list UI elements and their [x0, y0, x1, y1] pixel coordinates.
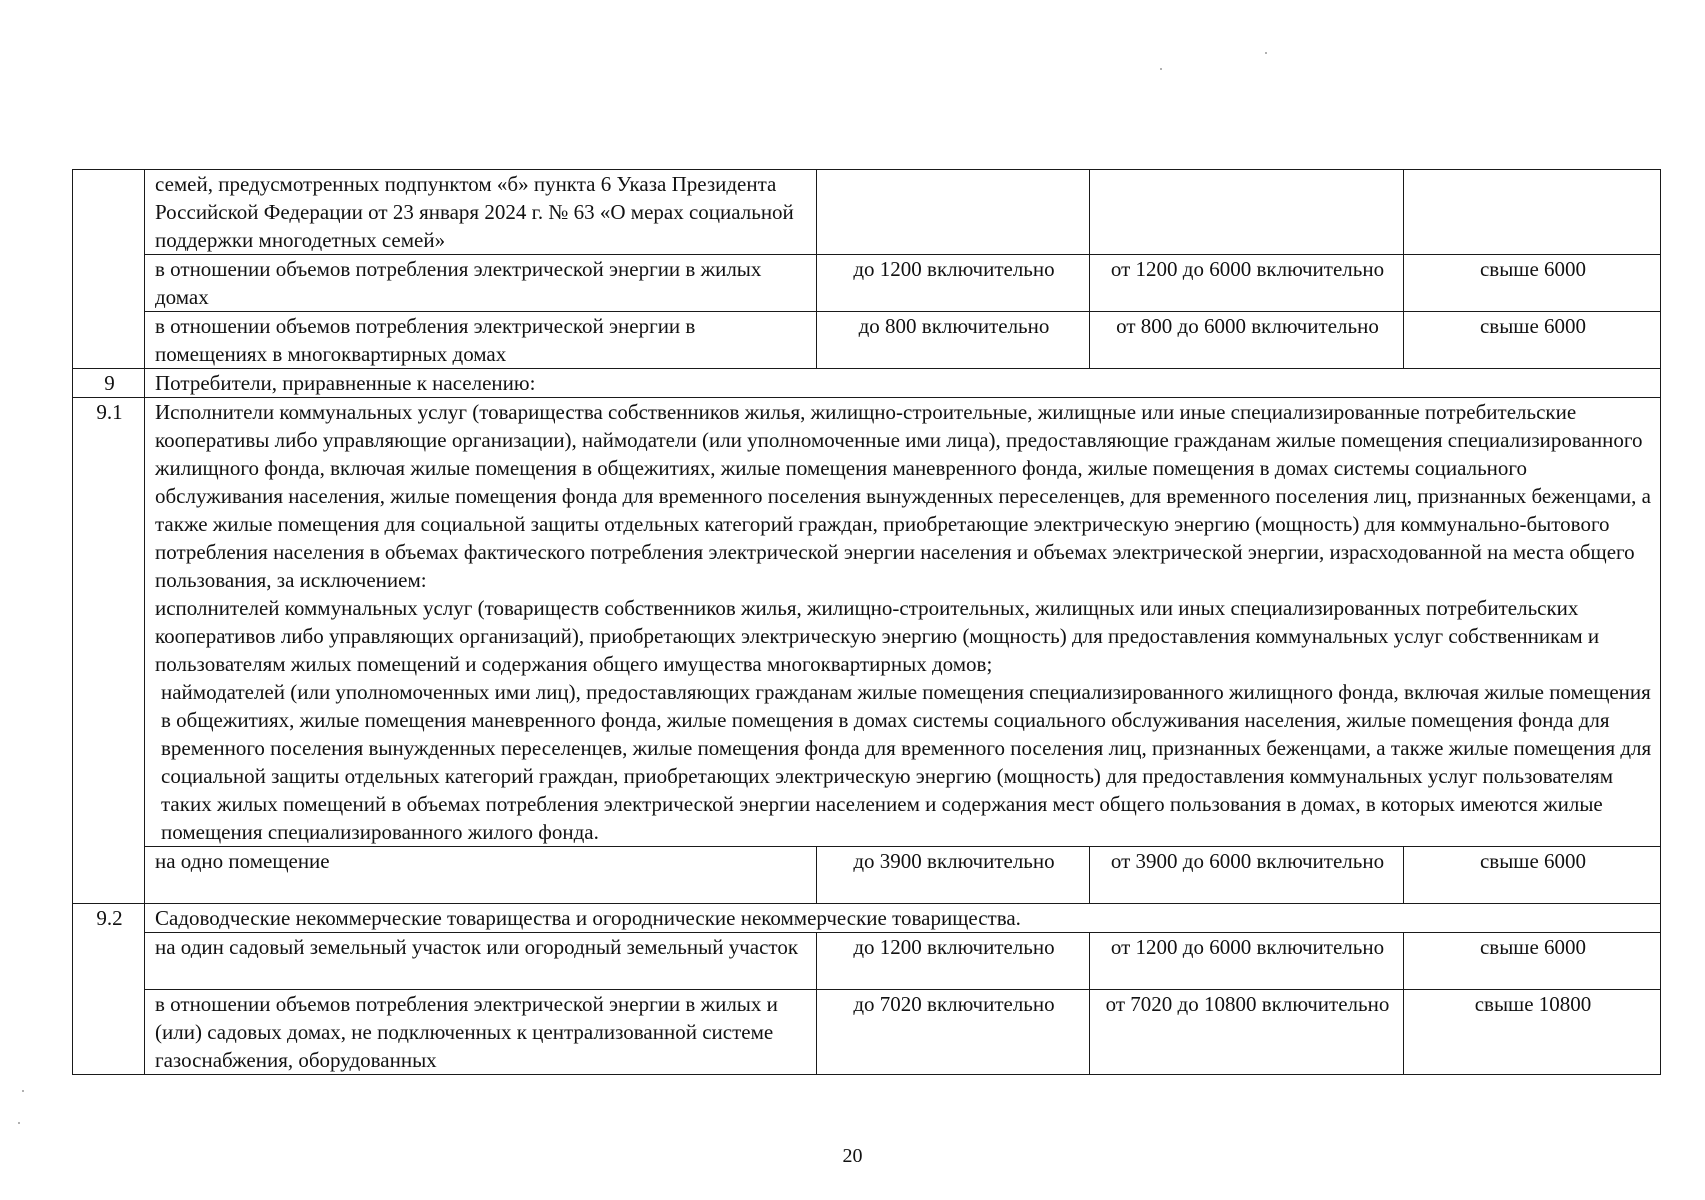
- page-number: 20: [842, 1145, 863, 1167]
- section-header-row: [73, 904, 1661, 933]
- range-low-cell: до 800 включительно: [817, 312, 1090, 369]
- section-paragraph: Исполнители коммунальных услуг (товарищества собственников жилья, жилищно-строительные, жилищные или иные специализированные потребительские кооперативы либо управляющие организации), наймодатели (или уполномоченные ими лица), предоставляющие гражданам жилые помещения специализированного жилищного фонда, включая жилые помещения в общежитиях, жилые помещения маневренного фонда, жилые помещения в домах системы социального обслуживания населения, жилые помещения фонда для временного поселения вынужденных переселенцев, для временного поселения лиц, признанных беженцами, а также жилые помещения для социальной защиты отдельных категорий граждан, приобретающие электрическую энергию (мощность) для коммунально-бытового потребления населения в объемах фактического потребления электрической энергии населения и объемах электрической энергии, израсходованной на места общего пользования, за исключением:: [155, 400, 1651, 592]
- description-cell: в отношении объемов потребления электрической энергии в жилых и (или) садовых домах, не подключенных к централизованной системе газоснабжения, оборудованных: [145, 990, 817, 1075]
- table-row: [73, 990, 1661, 1075]
- description-cell: в отношении объемов потребления электрической энергии в жилых домах: [145, 255, 817, 312]
- scan-speck: [18, 1122, 20, 1124]
- range-mid-cell: от 3900 до 6000 включительно: [1090, 847, 1404, 904]
- row-number-cell: [73, 170, 145, 369]
- table-row: [73, 847, 1661, 904]
- range-low-cell: до 3900 включительно: [817, 847, 1090, 904]
- section-description: [145, 398, 1661, 847]
- description-cell: семей, предусмотренных подпунктом «б» пункта 6 Указа Президента Российской Федерации от 23 января 2024 г. № 63 «О мерах социальной поддержки многодетных семей»: [145, 170, 817, 255]
- description-cell: на один садовый земельный участок или огородный земельный участок: [145, 933, 817, 990]
- range-high-cell: свыше 6000: [1404, 933, 1661, 990]
- range-high-cell: [1404, 170, 1661, 255]
- range-mid-cell: от 7020 до 10800 включительно: [1090, 990, 1404, 1075]
- table-row: [73, 312, 1661, 369]
- section-paragraph: наймодателей (или уполномоченных ими лиц), предоставляющих гражданам жилые помещения специализированного жилищного фонда, включая жилые помещения в общежитиях, жилые помещения маневренного фонда, жилые помещения в домах системы социального обслуживания населения, жилые помещения фонда для временного поселения вынужденных переселенцев, жилые помещения фонда для временного поселения лиц, признанных беженцами, а также жилые помещения для социальной защиты отдельных категорий граждан, приобретающих электрическую энергию (мощность) для предоставления коммунальных услуг пользователям таких жилых помещений в объемах потребления электрической энергии населением и содержания мест общего пользования в домах, в которых имеются жилые помещения специализированного жилого фонда.: [161, 680, 1652, 844]
- description-cell: в отношении объемов потребления электрической энергии в помещениях в многоквартирных домах: [145, 312, 817, 369]
- range-high-cell: свыше 6000: [1404, 255, 1661, 312]
- section-text-row: [73, 398, 1661, 847]
- scan-speck: [22, 1090, 24, 1092]
- range-low-cell: до 7020 включительно: [817, 990, 1090, 1075]
- section-header-row: [73, 369, 1661, 398]
- range-low-cell: до 1200 включительно: [817, 255, 1090, 312]
- section-number: 9: [73, 369, 145, 398]
- range-high-cell: свыше 10800: [1404, 990, 1661, 1075]
- range-mid-cell: от 1200 до 6000 включительно: [1090, 255, 1404, 312]
- range-low-cell: [817, 170, 1090, 255]
- table-row: [73, 255, 1661, 312]
- range-low-cell: до 1200 включительно: [817, 933, 1090, 990]
- section-paragraph: исполнителей коммунальных услуг (товариществ собственников жилья, жилищно-строительных, жилищных или иных специализированных потребительских кооперативов либо управляющих организаций), приобретающих электрическую энергию (мощность) для предоставления коммунальных услуг собственникам и пользователям жилых помещений и содержания общего имущества многоквартирных домов;: [155, 596, 1600, 676]
- table-row: [73, 170, 1661, 255]
- range-mid-cell: от 1200 до 6000 включительно: [1090, 933, 1404, 990]
- range-mid-cell: [1090, 170, 1404, 255]
- tariff-table: [72, 169, 1661, 1075]
- scan-speck: [1265, 52, 1267, 54]
- range-high-cell: свыше 6000: [1404, 312, 1661, 369]
- section-title: Садоводческие некоммерческие товарищества и огороднические некоммерческие товарищества.: [145, 904, 1661, 933]
- range-high-cell: свыше 6000: [1404, 847, 1661, 904]
- section-number: 9.1: [73, 398, 145, 904]
- range-mid-cell: от 800 до 6000 включительно: [1090, 312, 1404, 369]
- scan-speck: [1160, 68, 1162, 70]
- table-row: [73, 933, 1661, 990]
- description-cell: на одно помещение: [145, 847, 817, 904]
- section-title: Потребители, приравненные к населению:: [145, 369, 1661, 398]
- section-number: 9.2: [73, 904, 145, 1075]
